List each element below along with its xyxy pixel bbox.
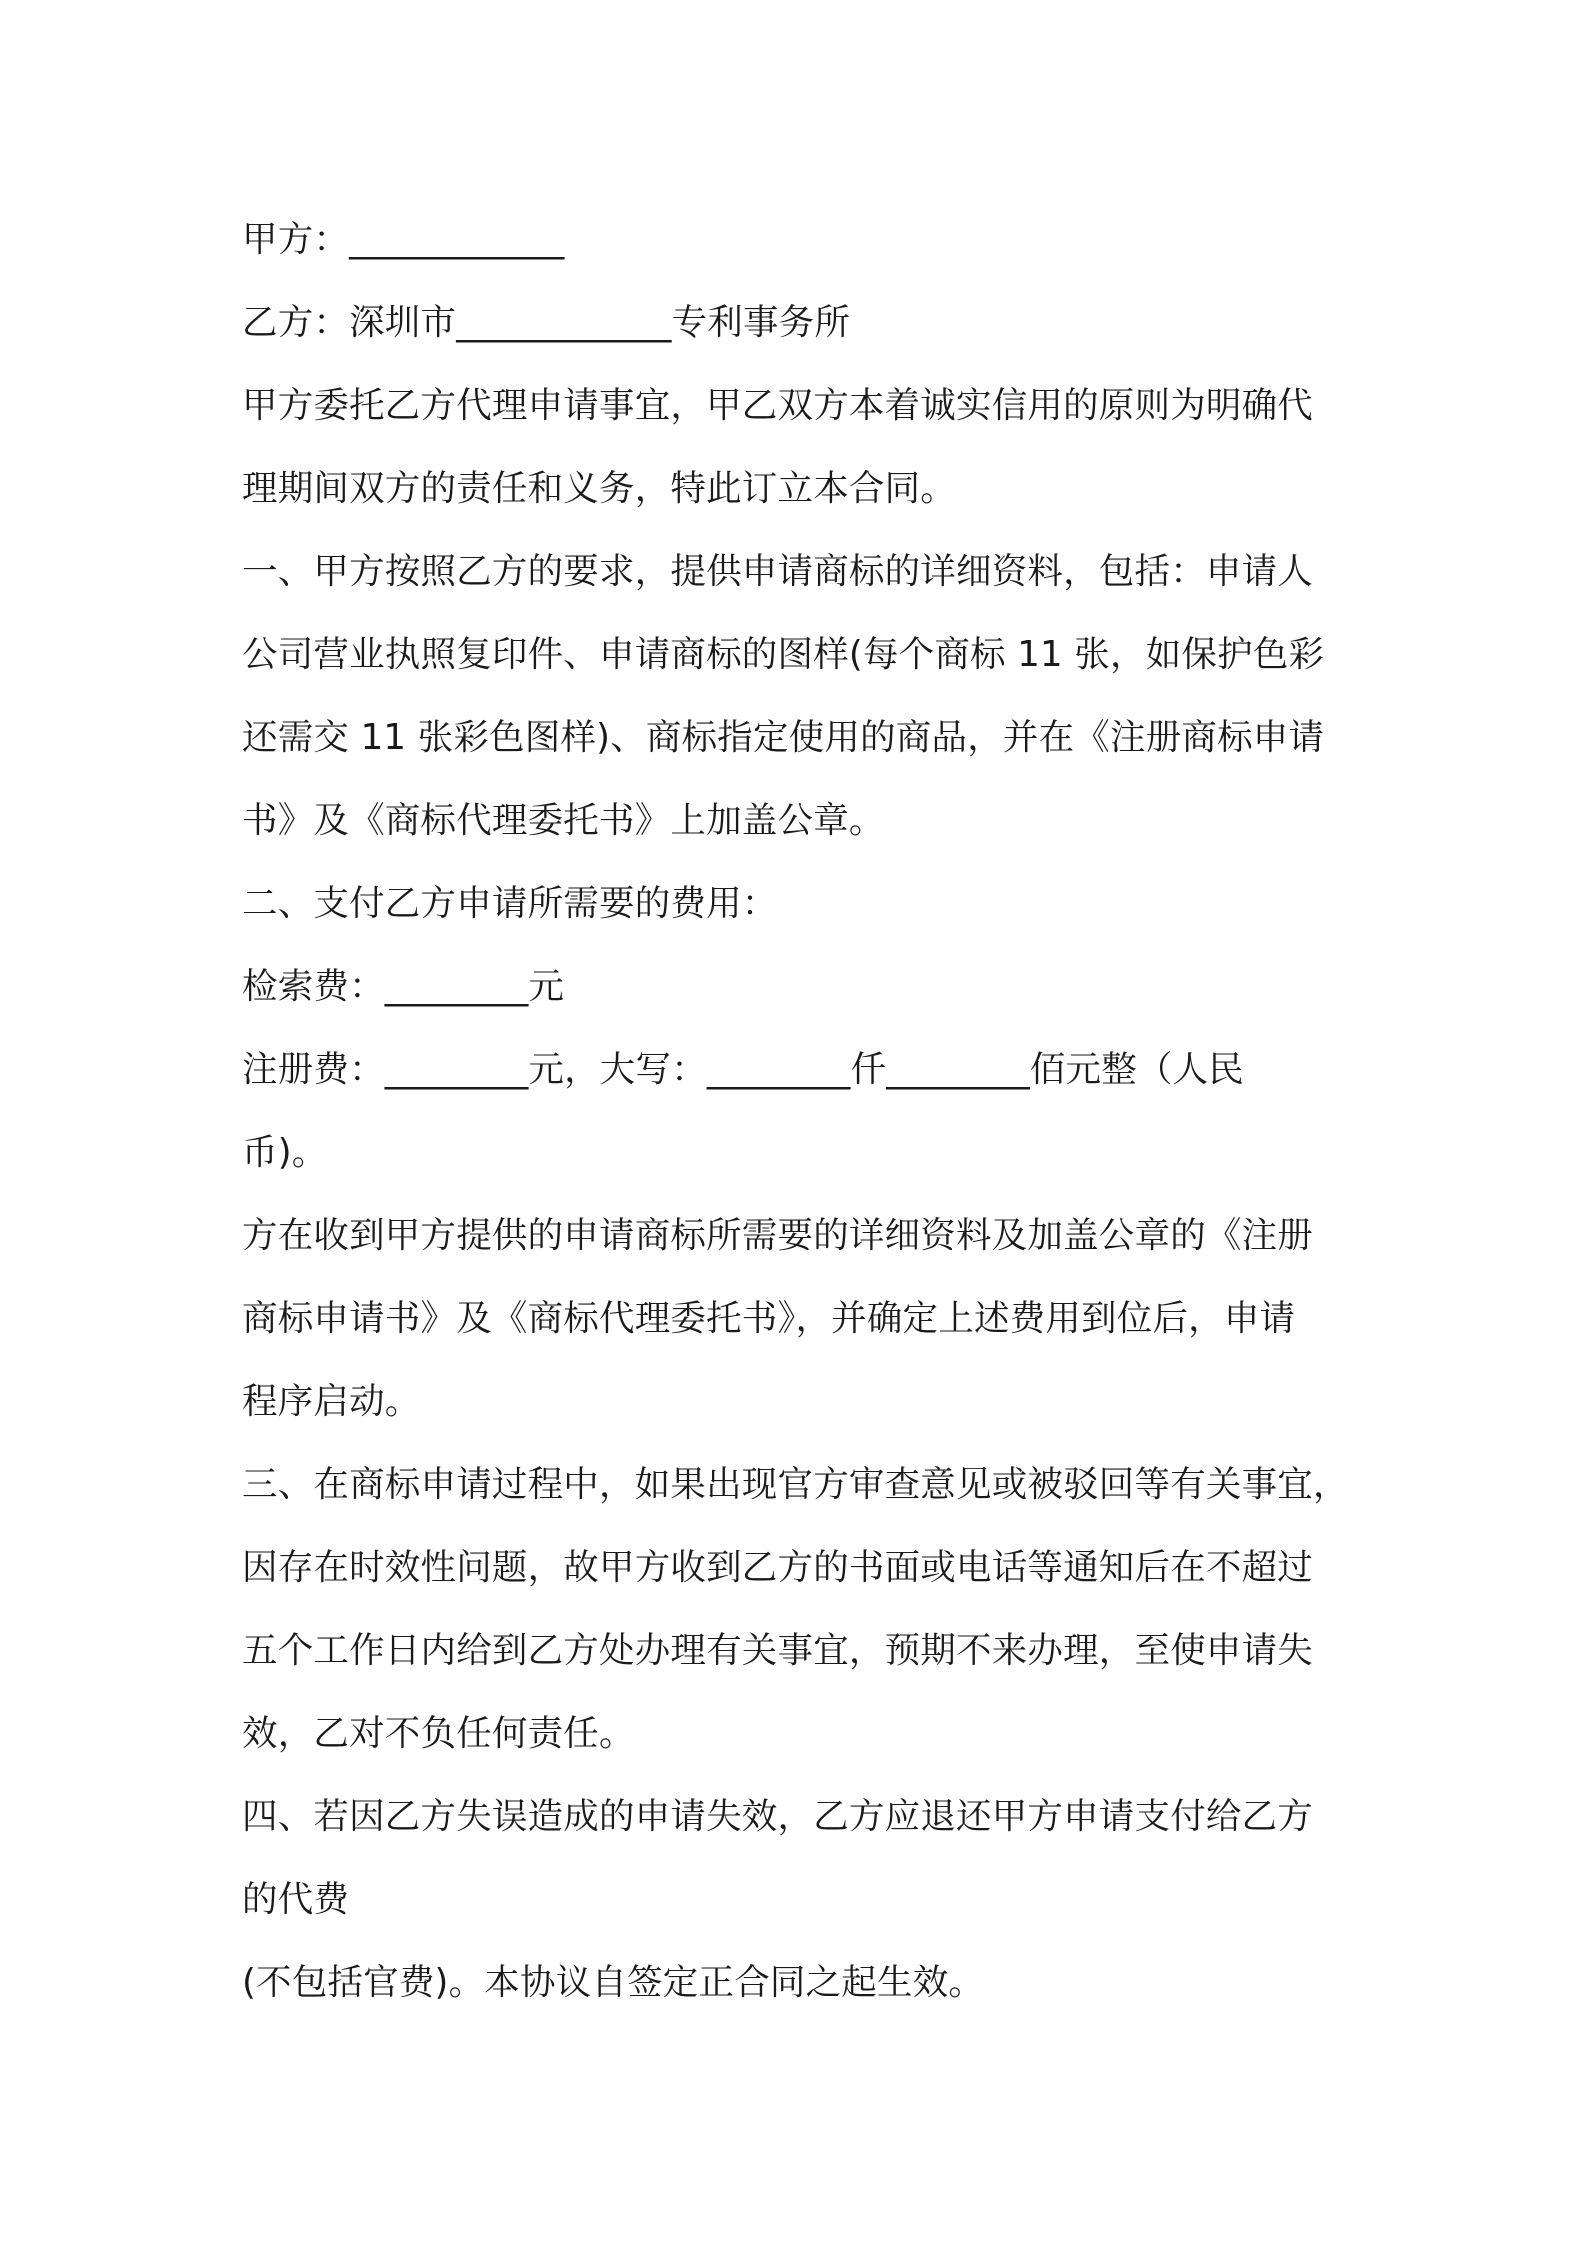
registration-fee-line-1: 注册费：________元，大写：________仟________佰元整（人民 <box>242 1049 1245 1090</box>
clause-4-line-3: (不包括官费)。本协议自签定正合同之起生效。 <box>242 1962 985 2003</box>
intro-line-1: 甲方委托乙方代理申请事宜，甲乙双方本着诚实信用的原则为明确代 <box>242 385 1314 426</box>
start-condition-line-3: 程序启动。 <box>242 1381 421 1422</box>
start-condition-line-2: 商标申请书》及《商标代理委托书》，并确定上述费用到位后，申请 <box>242 1298 1296 1339</box>
clause-3-line-1: 三、在商标申请过程中，如果出现官方审查意见或被驳回等有关事宜， <box>242 1464 1349 1505</box>
clause-1-line-2: 公司营业执照复印件、申请商标的图样(每个商标 11 张，如保护色彩 <box>242 634 1325 675</box>
intro-line-2: 理期间双方的责任和义务，特此订立本合同。 <box>242 468 957 509</box>
contract-body <box>242 198 1362 2024</box>
search-fee-line: 检索费：________元 <box>242 966 565 1007</box>
clause-1-line-1: 一、甲方按照乙方的要求，提供申请商标的详细资料，包括：申请人 <box>242 551 1314 592</box>
clause-4-line-2: 的代费 <box>242 1879 350 1920</box>
clause-3-line-2: 因存在时效性问题，故甲方收到乙方的书面或电话等通知后在不超过 <box>242 1547 1314 1588</box>
clause-3-line-4: 效，乙对不负任何责任。 <box>242 1713 635 1754</box>
party-b-line: 乙方：深圳市____________专利事务所 <box>242 302 851 343</box>
party-a-line: 甲方：____________ <box>242 219 565 260</box>
registration-fee-line-2: 币)。 <box>242 1132 328 1173</box>
clause-1-line-4: 书》及《商标代理委托书》上加盖公章。 <box>242 800 885 841</box>
start-condition-line-1: 方在收到甲方提供的申请商标所需要的详细资料及加盖公章的《注册 <box>242 1215 1314 1256</box>
clause-2-heading: 二、支付乙方申请所需要的费用： <box>242 883 778 924</box>
clause-3-line-3: 五个工作日内给到乙方处办理有关事宜，预期不来办理，至使申请失 <box>242 1630 1314 1671</box>
clause-1-line-3: 还需交 11 张彩色图样)、商标指定使用的商品，并在《注册商标申请 <box>242 717 1325 758</box>
clause-4-line-1: 四、若因乙方失误造成的申请失效，乙方应退还甲方申请支付给乙方 <box>242 1796 1314 1837</box>
